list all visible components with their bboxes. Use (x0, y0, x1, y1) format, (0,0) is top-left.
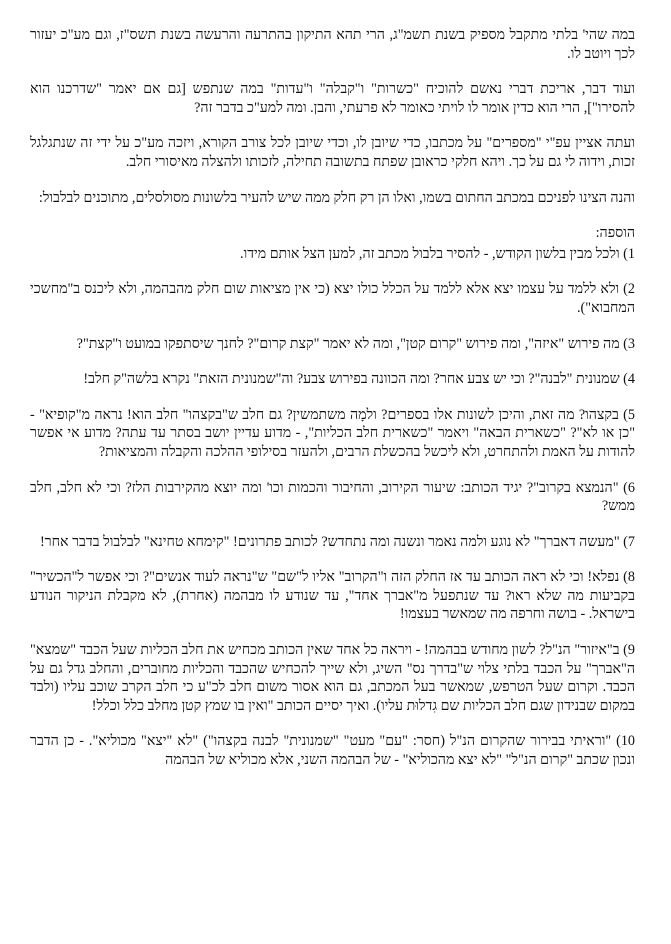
list-item-6: 6) "הנמצא בקרוב"? יגיד הכותב: שיעור הקירוב, והחיבור והכמות וכו' ומה יוצא מהקירבות הלז? וכי לא חלב, חלב ממש? (30, 479, 635, 515)
list-item-2: 2) ולא ללמד על עצמו יצא אלא ללמד על הכלל כולו יצא (כי אין מציאות שום חלק מהבהמה, ולא ליכנס ב"מחשכי המחבוא"). (30, 281, 635, 316)
list-item-4: 4) שמנונית "לבנה"? וכי יש צבע אחר? ומה הכוונה בפירוש צבע? וה"שמנונית הזאת" נקרא בלשה"ק חלב! (83, 371, 635, 388)
intro-paragraph-1: במה שהי' בלתי מתקבל מספיק בשנת תשמ"ג, הרי תהא התיקון בהתרעה והרעשה בשנת תשס"ז, וגם מע"כ יעזור לכך ויוטב לו. (30, 27, 635, 62)
list-item-5: 5) בקצהו? מה זאת, והיכן לשונות אלו בספרים? ולמָה משתמשין? גם חלב ש"בקצהו" חלב הוא! נראה מ"קופיא" - "כן או לא"? "כשארית הבאה" ויאמר "כשארית חלב הכליות", - מדוע עדיין יושב בסתר עד עתה? מדוע אי אפשר להודות על האמת ולהתחרט, ולא ליכשל בהכשלת הרבים, ולהעזר בסילופי ההלכה והקבלה והמציאות? (30, 406, 635, 460)
list-item-3: 3) מה פירוש "איזה", ומה פירוש "קרום קטן", ומה לא יאמר "קצת קרום"? לחנך שיסתפקו במועט ו"קצת"? (76, 335, 635, 352)
list-item-9: 9) ב"איזור" הנ"ל? לשון מחודש בבהמה! - ויראה כל אחד שאין הכותב מכחיש את חלב הכליות שעל הכבד "שמצא" ה"אברך" על הכבד בלתי צלוי ש"בדרך נס" השיג, ולא שייך להכחיש שהכבד והכליות מחוברים, והחלב גדל גם על הכבד. וקרום שעל הטרפש, שמאשר בעל המכתב, גם הוא אסור משום חלב לכ"ע כי חלב הקרב שוכב עליו (ולבד במקום שבנידון שגם חלב הכליות שם גִדלוּת עליו). ואיך יסיים הכותב "ואין בו שמץ קטן מחלב כלל וכלל! (30, 642, 635, 714)
list-item-10: 10) "וראיתי בבירור שהקרום הנ"ל (חסר: "עם" מעט" "שמנונית" לבנה בקצהו") "לא "יצא" מכוליא". - כן הדבר ונכון שכתב "קרום הנ"ל" "לא יצא מהכוליא" - של הבהמה השני, אלא מכוליא של הבהמה (30, 733, 635, 769)
list-item-8: 8) נפלא! וכי לא ראה הכותב עד אז החלק הזה ו"הקרוב" אליו ל"שם" ש"נראה לעוד אנשים"? וכי אפשר ל"הכשיר" בקביעות מה שלא ראו? עד שנתפעל מ"אברך אחד", עד שנודע לו מבהמה (אחרת), לא מקבלת הניקור הנודע בישראל. - בושה וחרפה מה שמאשר בעצמו! (30, 569, 635, 623)
addendum-title: הוספה: (595, 225, 635, 242)
list-item-7: 7) "מעשה דאברך" לא נוגע ולמה נאמר ונשנה ומה נתחדש? לכותב פתרונים! "קימחא טחינא" לבלבול בדבר אחר! (39, 533, 635, 550)
intro-paragraph-4: והנה הצינו לפניכם במכתב החתום בשמו, ואלו הן רק חלק ממה שיש להעיר בלשונות מסולסלים, מתוכנים לבלבול: (38, 189, 635, 206)
list-item-1: 1) ולכל מבין בלשון הקודש, - להסיר בלבול מכתב זה, למען הצל אותם מידו. (240, 245, 635, 262)
intro-paragraph-2: ועוד דבר, אריכת דברי נאשם להוכיח "כשרות" ו"קבלה" ו"עדות" במה שנתפש [גם אם יאמר "שדרכנו הוא להסירו"], הרי הוא כדין אומר לו לויתי כאומר לא פרעתי, והבן. ומה למע"כ בדבר זה? (30, 81, 635, 116)
intro-paragraph-3: ועתה אציין עפ"י "מספרים" על מכתבו, כדי שיובן לו, וכדי שיובן לכל צורב הקורא, ויזכה מע"כ על ידי זה שנתגלגל זכות, וידוה לי גם על כך. ויהא חלקי כראובן שפתח בתשובה תחילה, לזכותו ולהצלה מאיסורי חלב. (30, 135, 635, 170)
